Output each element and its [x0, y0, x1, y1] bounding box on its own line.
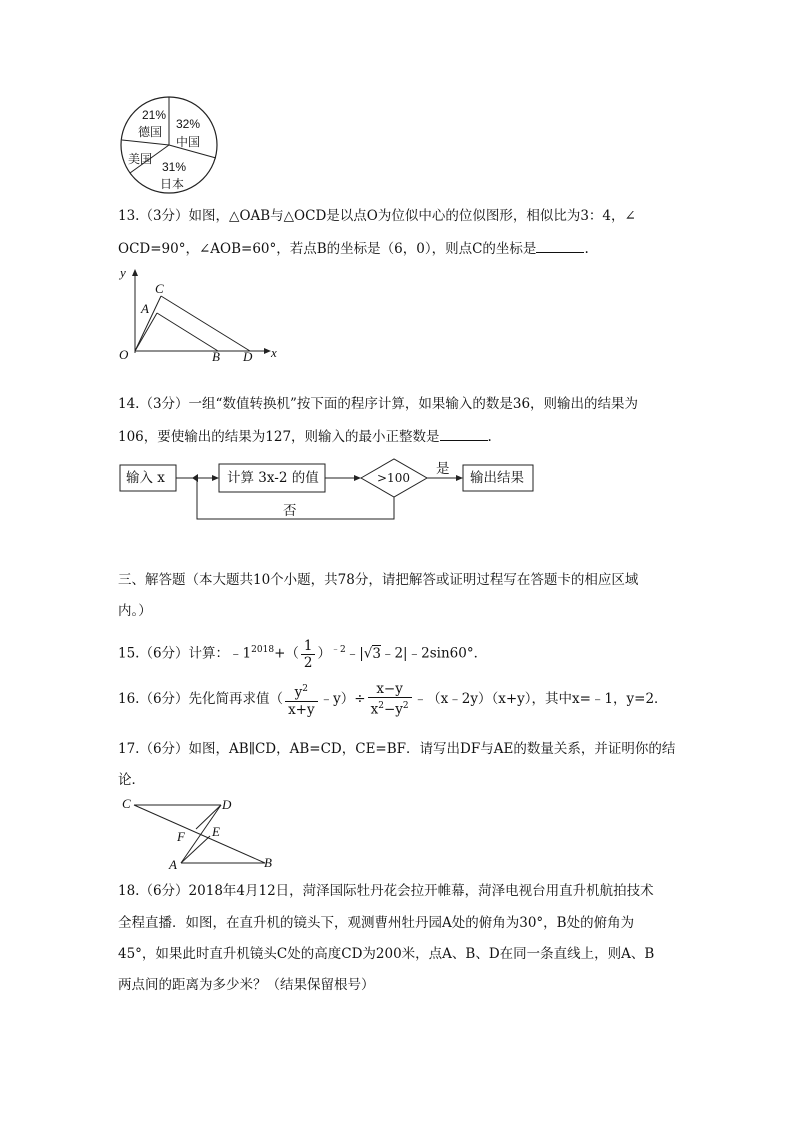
q15-sqrt-sign: √: [363, 645, 373, 662]
q17-figure: [118, 795, 278, 873]
q15-neg2: ﹣2: [330, 645, 346, 655]
pie-label-germany: 德国: [138, 125, 163, 139]
q17-label-a: A: [169, 857, 177, 872]
q18-line3: 45°，如果此时直升机镜头C处的高度CD为200米，点A、B、D在同一条直线上，则A、B: [118, 946, 655, 962]
q16-f2-den-y: −y: [383, 701, 403, 718]
q16-f2-den-x: x: [370, 701, 379, 718]
q17-label-e: E: [212, 824, 220, 839]
q13-label-o: O: [119, 347, 129, 362]
q15-frac-den: 2: [303, 654, 313, 671]
pie-label-china: 中国: [176, 135, 201, 149]
q13-answer-blank: [536, 238, 584, 253]
q13-label-a: A: [141, 301, 149, 316]
q18-line4: 两点间的距离为多少米？（结果保留根号）: [118, 977, 375, 993]
q16-f2-den-exp1: 2: [378, 701, 384, 712]
q14-answer-blank: [440, 426, 488, 441]
flow-arrow-2-head: [354, 475, 361, 481]
q13-label-y: y: [120, 265, 126, 280]
q13-label-x: x: [271, 345, 277, 360]
q15-tail: ﹣2|﹣2sin60°．: [380, 645, 488, 662]
pie-label-usa: 美国: [128, 152, 153, 166]
q13-line2: [118, 238, 589, 259]
pie-label-japan-pct: 31%: [162, 160, 187, 174]
q13-line1: 13.（3分）如图，△OAB与△OCD是以点O为位似中心的位似图形，相似比为3：4，∠: [118, 208, 636, 224]
q16-f1-num: [285, 681, 318, 702]
q13-label-d: D: [243, 349, 253, 364]
q15-sqrt-radicand: 3: [372, 645, 381, 662]
q14-flowchart: [118, 455, 548, 525]
q16-fraction-2: [368, 681, 412, 718]
flow-arrow-3-head: [456, 475, 463, 481]
q15-mid: ﹣|: [345, 645, 364, 662]
q16-f2-den-exp2: 2: [402, 701, 409, 712]
q17-label-b: B: [264, 855, 272, 870]
q13-label-c: C: [155, 281, 164, 296]
q13-y-arrow: [132, 269, 138, 276]
q18-line1: 18.（6分）2018年4月12日，菏泽国际牡丹花会拉开帷幕，菏泽电视台用直升机航拍技术: [118, 883, 654, 899]
q14-line2-text: 106，要使输出的结果为127，则输入的最小正整数是: [118, 429, 440, 445]
q14-flowchart-svg: [118, 455, 548, 525]
q17-line2: 论．: [118, 772, 145, 788]
q13-figure: [115, 265, 285, 365]
flow-output-label: 输出结果: [470, 470, 524, 486]
q13-line2-end: .: [584, 241, 589, 257]
q16-f2-num: x−y: [368, 681, 412, 698]
q17-ae: [181, 836, 210, 863]
flow-arrow-1-head: [212, 475, 219, 481]
q13-label-b: B: [212, 349, 220, 364]
q15-exponent: 2018: [251, 645, 275, 655]
q17-cb: [134, 805, 265, 863]
q14-line1: 14.（3分）一组“数值转换机”按下面的程序计算，如果输入的数是36，则输出的结果为: [118, 396, 639, 412]
section3-line2: 内。）: [118, 603, 152, 619]
section3-line1: 三、解答题（本大题共10个小题，共78分，请把解答或证明过程写在答题卡的相应区域: [118, 572, 639, 588]
flow-loop-head: [192, 474, 198, 482]
q14-line2: [118, 426, 492, 447]
q15-prefix: 15.（6分）计算：﹣1: [118, 645, 252, 662]
pie-label-japan: 日本: [160, 177, 185, 191]
q16-f1-den: x+y: [288, 701, 315, 718]
q15-frac-num: 1: [301, 638, 316, 655]
q15-fraction: [301, 638, 316, 671]
q16-f1-num-exp: 2: [302, 684, 309, 695]
q13-ab: [157, 313, 218, 351]
q15-close: ）: [317, 645, 331, 662]
q17-figure-svg: [118, 795, 278, 873]
q13-line2-text: OCD=90°，∠AOB=60°，若点B的坐标是（6，0），则点C的坐标是: [118, 241, 537, 257]
pie-label-china-pct: 32%: [176, 117, 201, 131]
flow-no-label: 否: [283, 503, 297, 519]
q16-prefix: 16.（6分）先化简再求值（: [118, 691, 284, 707]
pie-label-germany-pct: 21%: [142, 108, 167, 122]
q16-mid: ﹣y）÷: [319, 691, 366, 707]
flow-decision-label: >100: [377, 471, 410, 485]
flow-compute-label: 计算 3x-2 的值: [227, 470, 319, 486]
q13-x-arrow: [264, 348, 271, 354]
q16-f1-num-var: y: [294, 684, 303, 701]
q16-line: [118, 676, 668, 722]
q17-label-d: D: [222, 797, 232, 812]
q17-line1: 17.（6分）如图，AB∥CD，AB=CD，CE=BF．请写出DF与AE的数量关系，并证明你的结: [118, 741, 676, 757]
q15-plus: +（: [274, 645, 299, 662]
q18-line2: 全程直播．如图，在直升机的镜头下，观测曹州牡丹园A处的俯角为30°，B处的俯角为: [118, 915, 635, 931]
flow-input-label: 输入 x: [126, 470, 165, 486]
q16-tail: ﹣（x﹣2y）（x+y），其中x=﹣1，y=2．: [413, 691, 668, 707]
q17-label-f: F: [177, 829, 185, 844]
q16-fraction-1: [285, 681, 318, 718]
flow-yes-label: 是: [436, 461, 450, 477]
q14-line2-end: .: [487, 429, 492, 445]
q13-oa: [135, 313, 157, 351]
q15-line: [118, 630, 487, 670]
q17-label-c: C: [122, 796, 131, 811]
pie-chart: [118, 94, 220, 196]
q16-f2-den: [368, 698, 412, 718]
